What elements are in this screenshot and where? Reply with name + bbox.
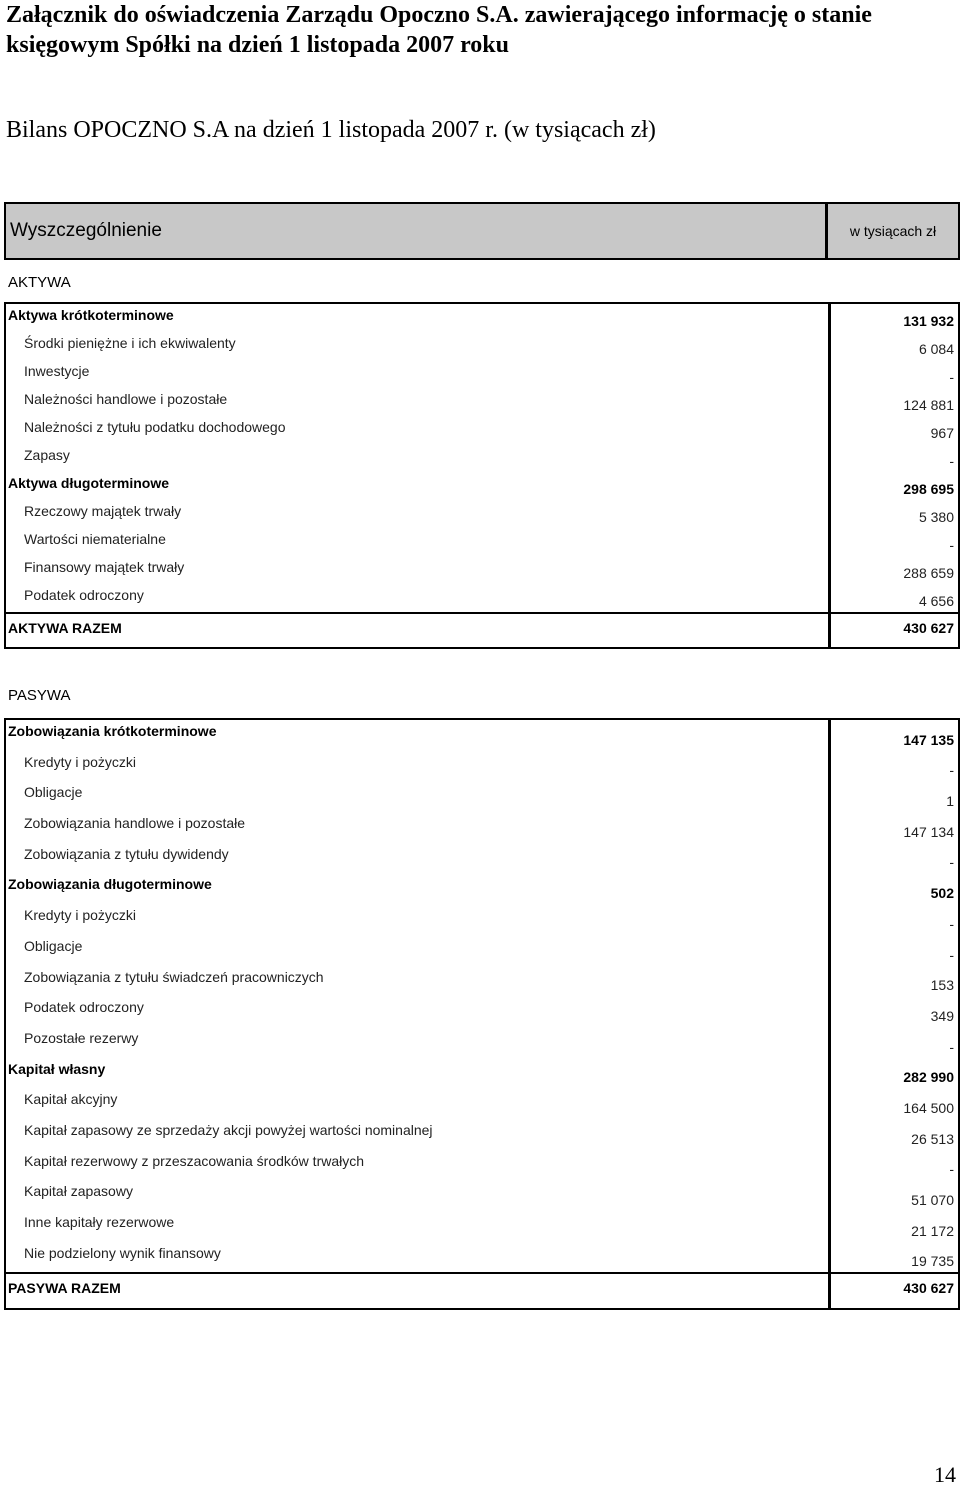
document-title: Załącznik do oświadczenia Zarządu Opoczno S.A. zawierającego informację o stanie księgowym Spółki na dzień 1 listopada 2007 roku xyxy=(6,2,872,58)
row-label: Inwestycje xyxy=(24,363,90,379)
page-number: 14 xyxy=(934,1462,956,1487)
aktywa-heading: AKTYWA xyxy=(8,274,71,291)
table-row xyxy=(6,1211,958,1242)
table-group-row xyxy=(6,304,958,332)
pasywa-table xyxy=(4,718,960,1310)
row-label: Obligacje xyxy=(24,937,83,954)
table-header xyxy=(4,202,960,260)
total-row xyxy=(6,1272,958,1308)
row-label: Aktywa krótkoterminowe xyxy=(8,307,174,323)
table-row xyxy=(6,500,958,528)
table-row xyxy=(6,966,958,997)
row-label: Kredyty i pożyczki xyxy=(24,907,137,924)
row-label: Kapitał zapasowy xyxy=(24,1183,133,1200)
row-value: - xyxy=(949,946,954,963)
table-row xyxy=(6,1180,958,1211)
row-value: - xyxy=(949,453,954,469)
row-label: Kredyty i pożyczki xyxy=(24,753,137,770)
row-value: 288 659 xyxy=(903,565,954,581)
row-label: Należności z tytułu podatku dochodowego xyxy=(24,419,286,435)
row-value: 51 070 xyxy=(911,1192,954,1208)
table-group-row xyxy=(6,1058,958,1089)
table-row xyxy=(6,444,958,472)
total-label: AKTYWA RAZEM xyxy=(8,620,122,636)
row-value: 6 084 xyxy=(918,341,954,357)
row-value: - xyxy=(949,369,954,385)
row-label: Zobowiązania z tytułu dywidendy xyxy=(24,845,229,862)
row-label: Finansowy majątek trwały xyxy=(24,559,185,575)
table-row xyxy=(6,904,958,935)
row-label: Obligacje xyxy=(24,784,83,801)
table-row xyxy=(6,388,958,416)
row-label: Rzeczowy majątek trwały xyxy=(24,503,182,519)
pasywa-heading: PASYWA xyxy=(8,687,71,704)
row-value: - xyxy=(949,854,954,871)
table-row xyxy=(6,332,958,360)
row-value: 5 380 xyxy=(918,509,954,525)
table-row xyxy=(6,584,958,612)
table-row xyxy=(6,556,958,584)
total-row xyxy=(6,612,958,647)
row-value: - xyxy=(949,915,954,932)
row-value: 4 656 xyxy=(918,593,954,609)
row-label: Kapitał akcyjny xyxy=(24,1091,118,1108)
row-label: Zapasy xyxy=(24,447,70,463)
table-row xyxy=(6,935,958,966)
row-value: 967 xyxy=(930,425,954,441)
row-label: Kapitał zapasowy ze sprzedaży akcji powyżej wartości nominalnej xyxy=(24,1121,433,1138)
row-label: Wartości niematerialne xyxy=(24,531,166,547)
table-row xyxy=(6,996,958,1027)
row-label: Podatek odroczony xyxy=(24,587,144,603)
row-label: Pozostałe rezerwy xyxy=(24,1029,139,1046)
row-value: 153 xyxy=(930,977,954,994)
row-label: Podatek odroczony xyxy=(24,999,144,1016)
table-row xyxy=(6,843,958,874)
row-label: Należności handlowe i pozostałe xyxy=(24,391,228,407)
row-value: 164 500 xyxy=(903,1099,954,1116)
row-value: 21 172 xyxy=(911,1222,954,1239)
row-label: Nie podzielony wynik finansowy xyxy=(24,1244,221,1261)
row-label: Zobowiązania krótkoterminowe xyxy=(8,723,217,739)
row-value: 131 932 xyxy=(903,313,954,329)
table-row xyxy=(6,1242,958,1273)
row-label: Zobowiązania długoterminowe xyxy=(8,876,212,893)
table-row xyxy=(6,751,958,782)
table-row xyxy=(6,416,958,444)
table-row xyxy=(6,812,958,843)
table-row xyxy=(6,528,958,556)
balance-sheet-subtitle: Bilans OPOCZNO S.A na dzień 1 listopada 2007 r. (w tysiącach zł) xyxy=(6,117,656,143)
row-value: 1 xyxy=(946,793,954,810)
row-value: - xyxy=(949,1038,954,1055)
row-value: 349 xyxy=(930,1007,954,1024)
row-label: Kapitał rezerwowy z przeszacowania środków trwałych xyxy=(24,1152,365,1169)
table-row xyxy=(6,1150,958,1181)
row-value: - xyxy=(949,1161,954,1178)
table-row xyxy=(6,360,958,388)
row-label: Kapitał własny xyxy=(8,1060,106,1077)
row-label: Zobowiązania handlowe i pozostałe xyxy=(24,815,246,832)
table-row xyxy=(6,1119,958,1150)
row-value: 147 135 xyxy=(903,731,954,748)
total-label: PASYWA RAZEM xyxy=(8,1280,121,1297)
row-value: 502 xyxy=(930,885,954,902)
table-row xyxy=(6,781,958,812)
row-value: 19 735 xyxy=(911,1253,954,1270)
total-value: 430 627 xyxy=(903,1280,954,1297)
total-value: 430 627 xyxy=(903,620,954,636)
row-label: Zobowiązania z tytułu świadczeń pracowniczych xyxy=(24,968,324,985)
row-value: 26 513 xyxy=(911,1130,954,1147)
aktywa-table xyxy=(4,302,960,649)
table-group-row xyxy=(6,873,958,904)
table-row xyxy=(6,1088,958,1119)
row-value: 298 695 xyxy=(903,481,954,497)
row-value: - xyxy=(949,762,954,779)
table-group-row xyxy=(6,720,958,751)
row-value: 282 990 xyxy=(903,1069,954,1086)
row-label: Inne kapitały rezerwowe xyxy=(24,1214,175,1230)
header-label-column: Wyszczególnienie xyxy=(6,204,828,258)
row-label: Środki pieniężne i ich ekwiwalenty xyxy=(24,335,236,351)
row-value: - xyxy=(949,537,954,553)
header-value-column: w tysiącach zł xyxy=(849,223,937,239)
row-value: 147 134 xyxy=(903,823,954,840)
row-value: 124 881 xyxy=(903,397,954,413)
table-row xyxy=(6,1027,958,1058)
table-group-row xyxy=(6,472,958,500)
row-label: Aktywa długoterminowe xyxy=(8,475,170,491)
